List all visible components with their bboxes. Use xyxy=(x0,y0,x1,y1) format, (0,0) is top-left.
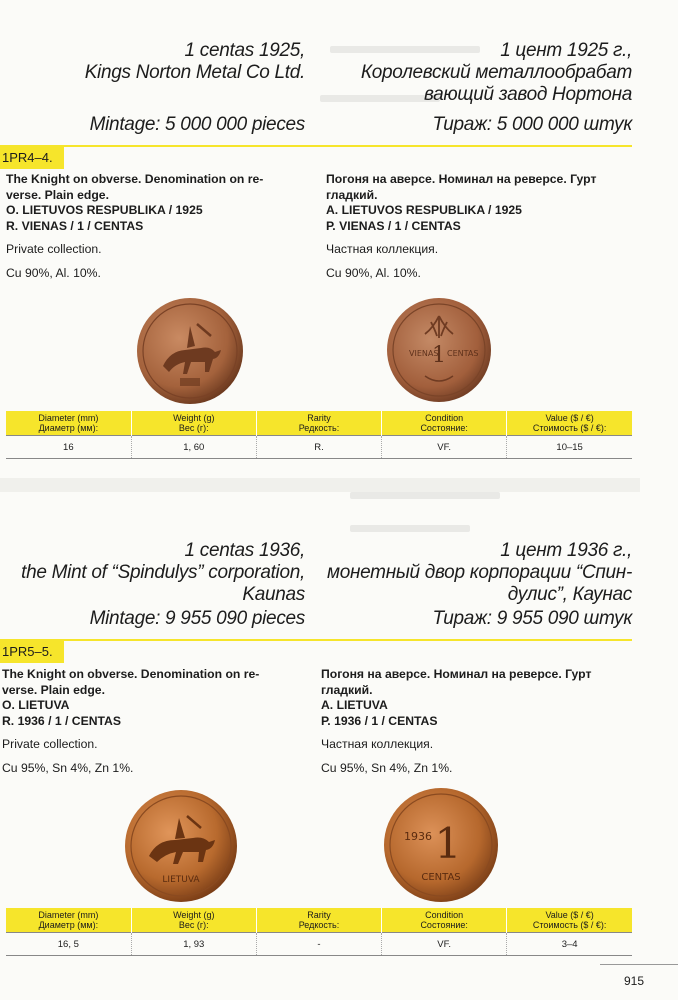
header-ru: Состояние: xyxy=(420,422,468,433)
title-line: Королевский металлообрабат xyxy=(360,62,632,83)
diameter-value: 16, 5 xyxy=(6,933,131,956)
title-line: 1 цент 1925 г., xyxy=(500,40,632,61)
header-ru: Стоимость ($ / €): xyxy=(532,422,607,433)
title-line: the Mint of “Spindulys” corporation, xyxy=(21,562,305,583)
condition-value: VF. xyxy=(382,436,507,459)
title-ru xyxy=(330,40,632,106)
composition: Cu 90%, Al. 10%. xyxy=(6,265,101,280)
reverse-legend: R. VIENAS / 1 / CENTAS xyxy=(6,218,144,233)
mintage-en: Mintage: 9 955 090 pieces xyxy=(89,608,305,629)
desc-line: гладкий. xyxy=(321,682,373,697)
weight-value: 1, 93 xyxy=(131,933,256,956)
reverse-legend: R. 1936 / 1 / CENTAS xyxy=(2,713,121,728)
coin-text-bottom: CENTAS xyxy=(421,872,461,883)
coin-text-center: 1 xyxy=(432,343,446,368)
header-rarity xyxy=(256,908,381,933)
header-diameter xyxy=(6,908,131,933)
mintage-ru: Тираж: 9 955 090 штук xyxy=(432,608,632,629)
coin-reverse-image xyxy=(385,296,493,404)
header-ru: Редкость: xyxy=(298,422,340,433)
title-line: Kaunas xyxy=(242,584,305,605)
specs-header-row xyxy=(6,908,632,933)
desc-line: Погоня на аверсе. Номинал на реверсе. Гурт xyxy=(326,172,597,186)
coin-year: 1936 xyxy=(404,830,432,843)
specs-value-row xyxy=(6,933,632,956)
header-condition xyxy=(382,908,507,933)
title-line: Kings Norton Metal Co Ltd. xyxy=(84,62,305,83)
desc-line: verse. Plain edge. xyxy=(2,682,105,697)
title-line: 1 centas 1936, xyxy=(184,540,305,561)
specs-header-row xyxy=(6,411,632,436)
header-weight xyxy=(131,908,256,933)
header-en: Diameter (mm) xyxy=(38,910,99,920)
composition: Cu 95%, Sn 4%, Zn 1%. xyxy=(321,760,453,775)
rarity-value: - xyxy=(256,933,381,956)
header-ru: Диаметр (мм): xyxy=(38,422,99,433)
specs-table xyxy=(6,411,632,459)
title-line: 1 centas 1925, xyxy=(184,40,305,61)
description-ru xyxy=(321,667,632,776)
coin-text-center: 1 xyxy=(434,819,462,868)
obverse-legend: А. LIETUVOS RESPUBLIKA / 1925 xyxy=(326,203,522,217)
mintage-ru: Тираж: 5 000 000 штук xyxy=(432,114,632,135)
desc-line: The Knight on obverse. Denomination on re- xyxy=(2,667,260,681)
specs-table xyxy=(6,908,632,956)
title-ru xyxy=(320,540,632,606)
header-en: Rarity xyxy=(307,910,331,920)
coin-reverse-image xyxy=(382,786,500,904)
header-en: Condition xyxy=(425,910,464,920)
provenance: Частная коллекция. xyxy=(326,242,439,256)
title-en xyxy=(10,540,305,606)
rarity-value: R. xyxy=(256,436,381,459)
title-en xyxy=(30,40,305,84)
catalog-code: 1PR4–4. xyxy=(0,147,64,169)
obverse-legend: O. LIETUVA xyxy=(2,698,70,712)
coin-obverse-legend: LIETUVA xyxy=(162,875,200,885)
price-value: 3–4 xyxy=(507,933,632,956)
title-line: монетный двор корпорации “Спин- xyxy=(326,562,632,583)
coin-text-left: VIENAS xyxy=(409,349,439,358)
header-en: Condition xyxy=(425,413,464,423)
obverse-legend: А. LIETUVA xyxy=(321,698,388,712)
header-en: Rarity xyxy=(307,413,331,423)
coin-obverse-image xyxy=(123,788,239,904)
desc-line: гладкий. xyxy=(326,187,378,202)
reverse-legend: Р. 1936 / 1 / CENTAS xyxy=(321,713,438,728)
coin-obverse-image xyxy=(135,296,245,406)
bleed-through xyxy=(350,525,470,532)
header-en: Diameter (mm) xyxy=(38,413,99,423)
desc-line: Погоня на аверсе. Номинал на реверсе. Гурт xyxy=(321,667,592,681)
header-ru: Состояние: xyxy=(420,919,468,930)
composition: Cu 95%, Sn 4%, Zn 1%. xyxy=(2,760,134,775)
condition-value: VF. xyxy=(382,933,507,956)
desc-line: verse. Plain edge. xyxy=(6,187,109,202)
header-ru: Диаметр (мм): xyxy=(38,919,99,930)
mintage-en: Mintage: 5 000 000 pieces xyxy=(89,114,305,135)
description-en xyxy=(6,172,311,281)
provenance: Private collection. xyxy=(2,737,98,751)
header-rarity xyxy=(256,411,381,436)
price-value: 10–15 xyxy=(507,436,632,459)
title-line: 1 цент 1936 г., xyxy=(500,540,632,561)
header-en: Value ($ / €) xyxy=(545,910,594,920)
obverse-legend: O. LIETUVOS RESPUBLIKA / 1925 xyxy=(6,203,203,217)
diameter-value: 16 xyxy=(6,436,131,459)
header-ru: Вес (г): xyxy=(178,919,209,930)
header-en: Weight (g) xyxy=(173,910,215,920)
header-weight xyxy=(131,411,256,436)
composition: Cu 90%, Al. 10%. xyxy=(326,265,421,280)
catalog-code: 1PR5–5. xyxy=(0,641,64,663)
provenance: Private collection. xyxy=(6,242,102,256)
header-en: Weight (g) xyxy=(173,413,215,423)
yellow-rule xyxy=(0,639,632,641)
weight-value: 1, 60 xyxy=(131,436,256,459)
yellow-rule xyxy=(0,145,632,147)
bleed-through xyxy=(350,492,500,499)
description-en xyxy=(2,667,307,776)
header-en: Value ($ / €) xyxy=(545,413,594,423)
header-ru: Редкость: xyxy=(298,919,340,930)
title-line: вающий завод Нортона xyxy=(423,84,632,105)
title-line: дулис”, Каунас xyxy=(507,584,632,605)
header-ru: Стоимость ($ / €): xyxy=(532,919,607,930)
coin-text-right: CENTAS xyxy=(447,349,479,358)
header-diameter xyxy=(6,411,131,436)
description-ru xyxy=(326,172,632,281)
header-ru: Вес (г): xyxy=(178,422,209,433)
header-value xyxy=(507,908,632,933)
reverse-legend: Р. VIENAS / 1 / CENTAS xyxy=(326,218,461,233)
header-value xyxy=(507,411,632,436)
provenance: Частная коллекция. xyxy=(321,737,434,751)
desc-line: The Knight on obverse. Denomination on re- xyxy=(6,172,264,186)
scan-band xyxy=(0,478,640,492)
footer-rule xyxy=(600,964,678,965)
specs-value-row xyxy=(6,436,632,459)
page-number: 915 xyxy=(624,974,645,988)
header-condition xyxy=(382,411,507,436)
